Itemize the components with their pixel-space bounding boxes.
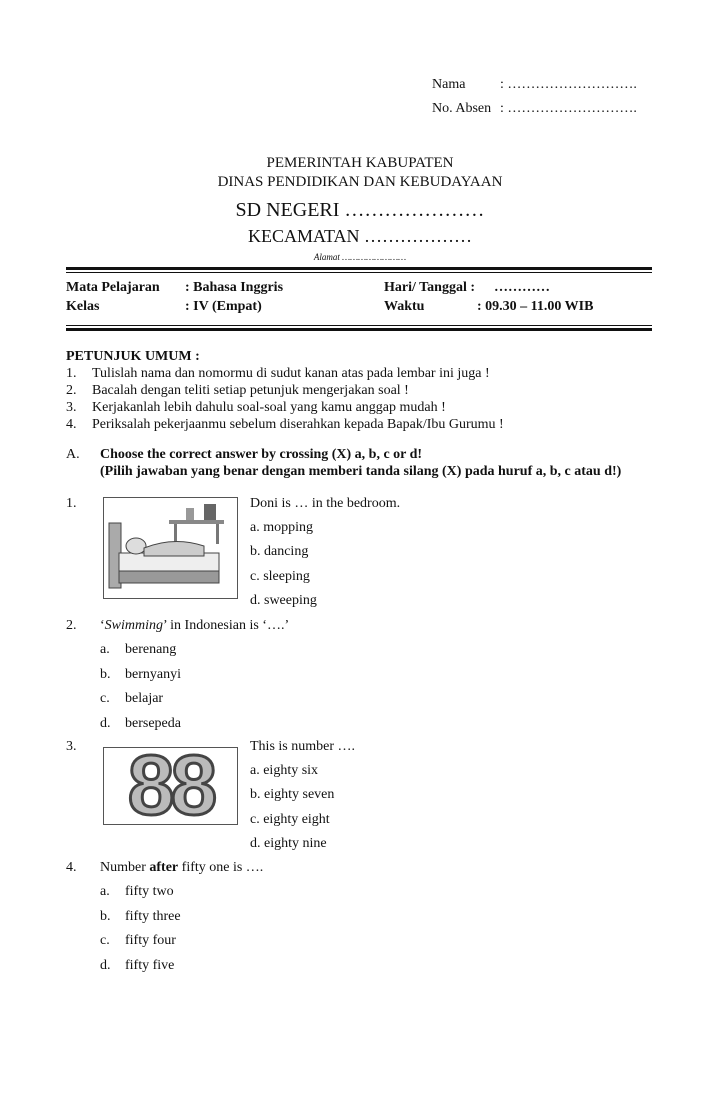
answer-option[interactable]: fifty five <box>125 957 175 973</box>
absen-label: No. Absen <box>432 101 492 116</box>
rule-top <box>66 267 652 270</box>
bedroom-sleeping-image <box>103 497 238 599</box>
date-label: Hari/ Tanggal : <box>384 280 476 295</box>
subject-value: : Bahasa Inggris <box>185 280 284 295</box>
option-letter: c. <box>100 933 110 948</box>
answer-option[interactable]: c. eighty eight <box>250 811 330 827</box>
school-name: SD NEGERI ………………… <box>235 199 485 221</box>
instruction-item: Tulislah nama dan nomormu di sudut kanan atas pada lembar ini juga ! <box>92 366 490 381</box>
section-instruction-id: (Pilih jawaban yang benar dengan memberi tanda silang (X) pada huruf a, b, c atau d!) <box>100 464 622 479</box>
instruction-number: 3. <box>66 400 77 415</box>
number-88-image <box>103 738 238 832</box>
answer-option[interactable]: b. dancing <box>250 544 309 560</box>
name-label: Nama <box>432 77 466 92</box>
address: Alamat …………………… <box>313 252 407 262</box>
option-letter: d. <box>100 715 111 731</box>
instruction-item: Periksalah pekerjaanmu sebelum diserahkan kepada Bapak/Ibu Gurumu ! <box>92 417 504 432</box>
option-letter: d. <box>100 957 111 973</box>
time-value: : 09.30 – 11.00 WIB <box>477 299 594 314</box>
question-text: Doni is … in the bedroom. <box>250 496 401 511</box>
answer-option[interactable]: fifty four <box>125 933 176 948</box>
question-text: Number after fifty one is …. <box>100 860 264 875</box>
time-label: Waktu <box>384 299 425 314</box>
answer-option[interactable]: belajar <box>125 691 164 706</box>
option-letter: b. <box>100 908 111 924</box>
question-text: This is number …. <box>250 739 355 754</box>
option-letter: a. <box>100 884 110 899</box>
answer-option[interactable]: fifty three <box>125 908 181 924</box>
question-text: ‘Swimming’ in Indonesian is ‘….’ <box>100 618 290 633</box>
instruction-number: 1. <box>66 366 77 381</box>
name-field: : ………………………. <box>500 77 637 92</box>
section-letter: A. <box>66 447 80 462</box>
absen-field: : ………………………. <box>500 101 637 116</box>
answer-option[interactable]: a. eighty six <box>250 763 319 778</box>
instruction-item: Kerjakanlah lebih dahulu soal-soal yang kamu anggap mudah ! <box>92 400 446 415</box>
header-line2: DINAS PENDIDIKAN DAN KEBUDAYAAN <box>217 174 503 190</box>
date-value: ………… <box>494 280 550 295</box>
answer-option[interactable]: bernyanyi <box>125 666 181 682</box>
question-number: 4. <box>66 860 77 875</box>
section-instruction: Choose the correct answer by crossing (X) a, b, c or d! <box>100 447 423 462</box>
option-letter: b. <box>100 666 111 682</box>
instruction-item: Bacalah dengan teliti setiap petunjuk mengerjakan soal ! <box>92 383 409 398</box>
question-number: 2. <box>66 618 77 633</box>
rule-bottom <box>66 328 652 331</box>
answer-option[interactable]: berenang <box>125 642 177 657</box>
answer-option[interactable]: fifty two <box>125 884 174 899</box>
rule-top-thin <box>66 272 652 273</box>
answer-option[interactable]: c. sleeping <box>250 568 310 584</box>
answer-option[interactable]: b. eighty seven <box>250 787 335 803</box>
answer-option[interactable]: bersepeda <box>125 715 181 731</box>
option-letter: a. <box>100 642 110 657</box>
number-graphic: 88 <box>127 738 214 832</box>
class-label: Kelas <box>66 299 100 314</box>
question-number: 1. <box>66 496 77 511</box>
subject-label: Mata Pelajaran <box>66 280 160 295</box>
rule-bottom-thin <box>66 325 652 326</box>
instruction-number: 2. <box>66 383 77 398</box>
question-number: 3. <box>66 739 77 754</box>
answer-option[interactable]: d. sweeping <box>250 592 317 608</box>
header-line1: PEMERINTAH KABUPATEN <box>266 155 454 171</box>
instructions-title: PETUNJUK UMUM : <box>66 349 200 364</box>
district: KECAMATAN ……………… <box>247 226 473 246</box>
instruction-number: 4. <box>66 417 77 432</box>
class-value: : IV (Empat) <box>185 299 262 314</box>
option-letter: c. <box>100 691 110 706</box>
answer-option[interactable]: a. mopping <box>250 520 313 535</box>
answer-option[interactable]: d. eighty nine <box>250 835 327 851</box>
